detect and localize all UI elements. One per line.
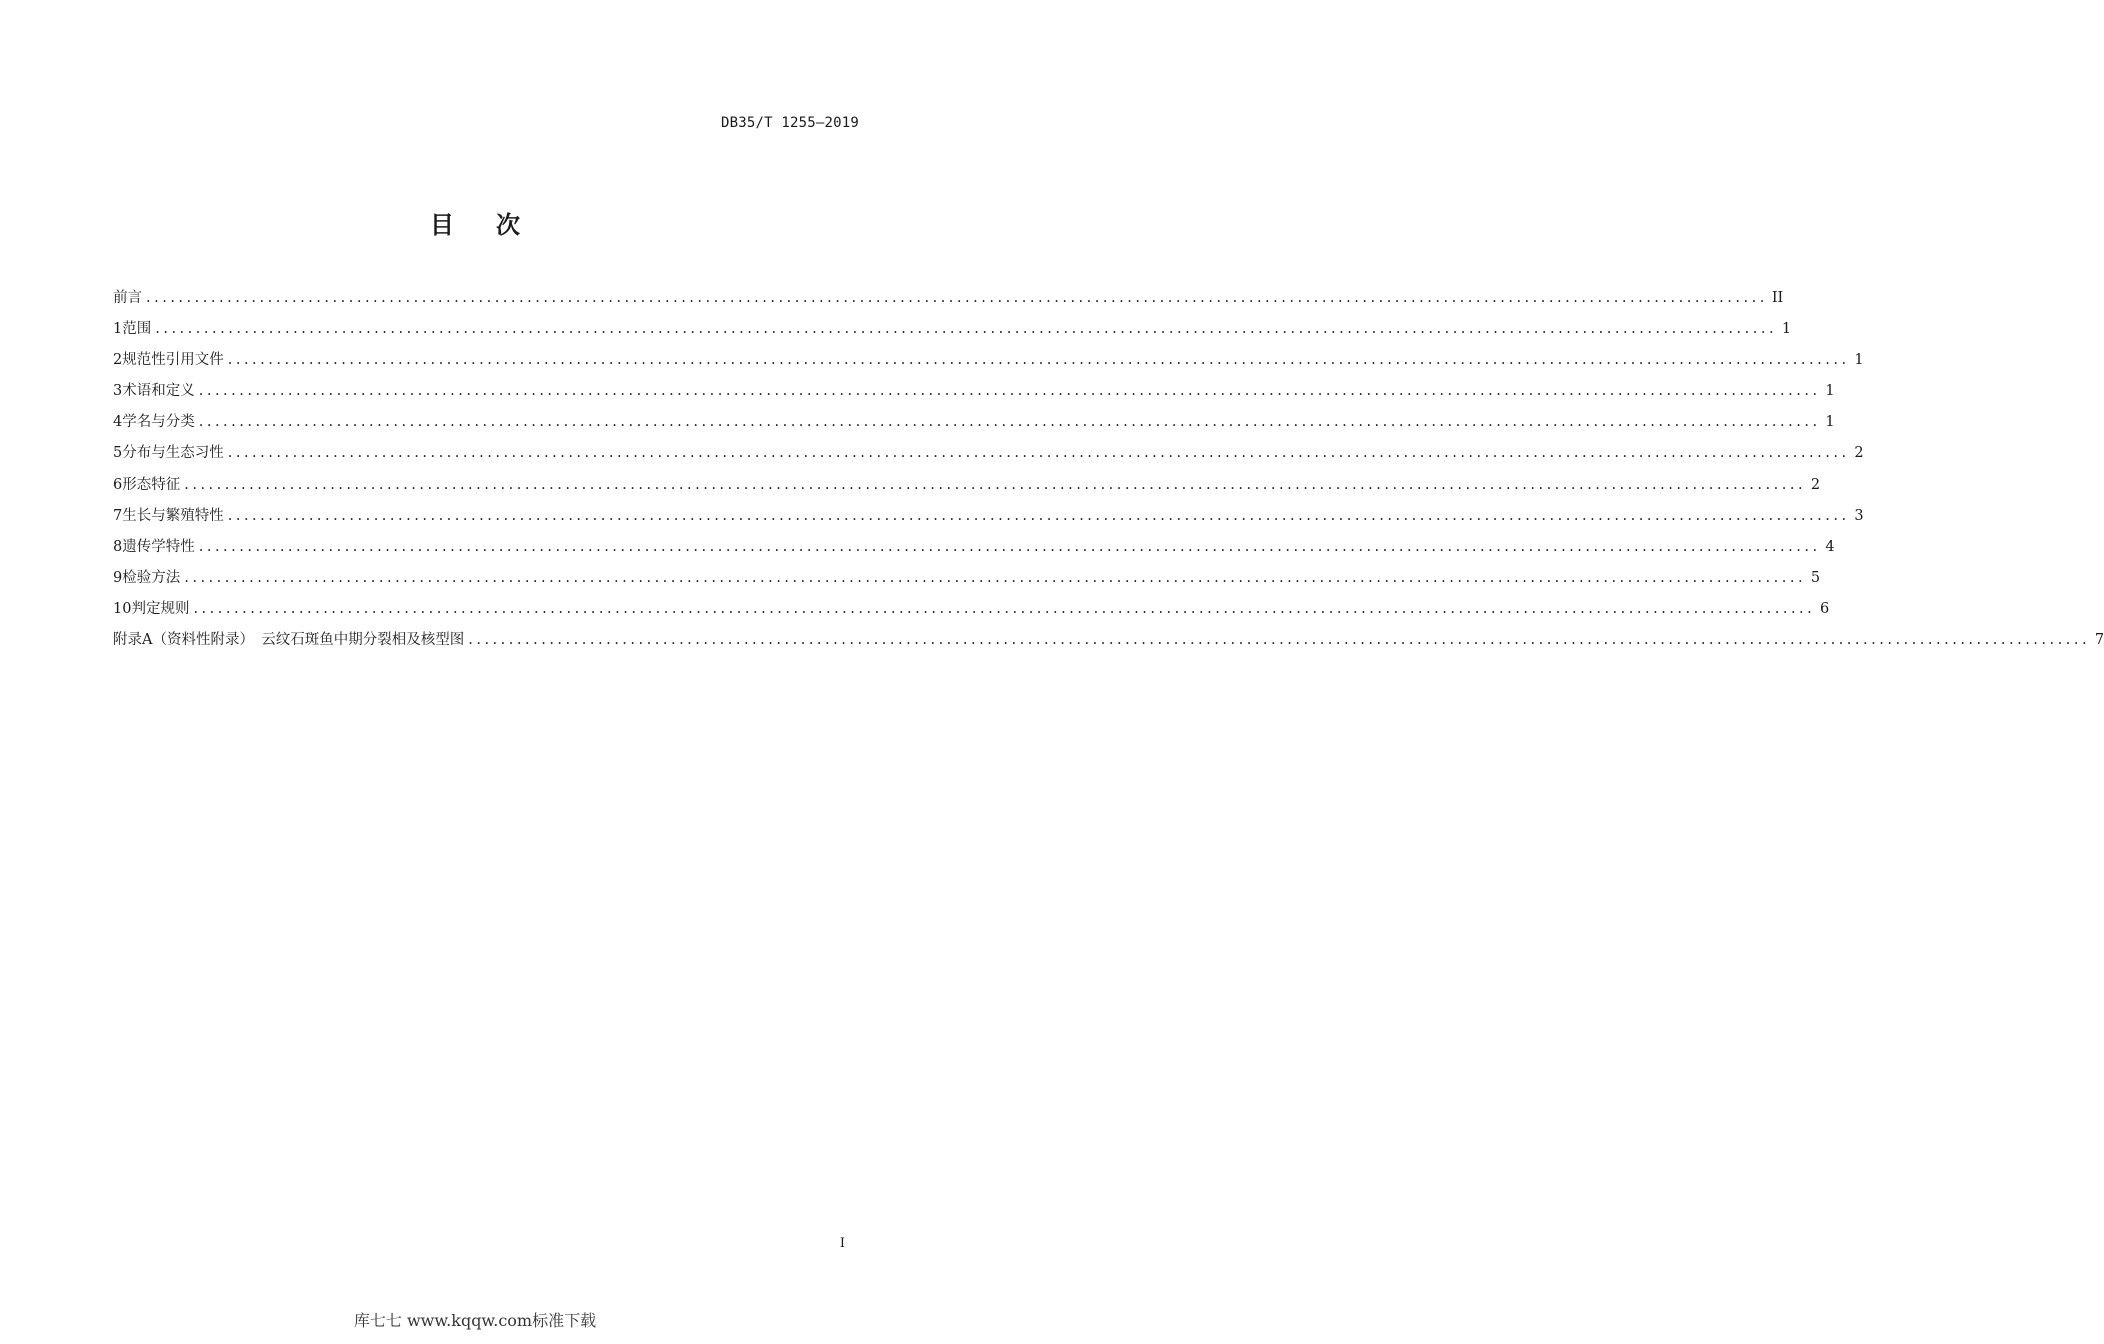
toc-entry-page: 5 [1810,569,1821,586]
toc-dot-leader: ........................................................................................................................................................................................................ [155,321,1778,338]
toc-entry-page: 1 [1825,383,1835,400]
toc-entry-title: 范围 [122,321,152,338]
toc-dot-leader: ........................................................................................................................................................................................................ [198,538,1821,555]
toc-entry[interactable] [113,284,1784,315]
toc-entry[interactable] [113,315,1792,346]
toc-entry-page: 4 [1825,538,1835,555]
toc-entry-page: 1 [1781,321,1792,338]
table-of-contents [113,284,2104,657]
toc-entry-page: 1 [1854,352,1864,369]
toc-entry-title: 学名与分类 [122,414,195,431]
toc-entry-page: 2 [1854,445,1864,462]
toc-entry-title: 分布与生态习性 [122,445,224,462]
toc-entry-number: 4 [113,414,123,431]
toc-entry-title: 形态特征 [122,476,181,493]
toc-entry[interactable] [113,439,1864,470]
toc-entry-page: 7 [2094,632,2104,649]
toc-entry[interactable] [113,471,1821,502]
toc-entry[interactable] [113,626,2104,657]
toc-entry-title: 生长与繁殖特性 [122,507,224,524]
toc-entry-page: 3 [1854,507,1864,524]
toc-dot-leader: ........................................................................................................................................................................................................ [198,414,1821,431]
toc-entry-title: 判定规则 [131,600,190,617]
toc-dot-leader: ........................................................................................................................................................................................................ [198,383,1821,400]
toc-entry-number: 5 [113,445,123,462]
standard-code: DB35/T 1255—2019 [720,115,859,131]
toc-entry-number: 8 [113,538,123,555]
toc-entry[interactable] [113,408,1835,439]
toc-entry-title: 遗传学特性 [122,538,195,555]
toc-entry[interactable] [113,377,1835,408]
toc-entry-title: 术语和定义 [122,383,195,400]
toc-entry-number: 6 [113,476,123,493]
toc-entry-number: 1 [113,321,123,338]
footer-watermark: 库七七 www.kqqw.com标准下载 [353,1311,597,1330]
toc-entry-page: 2 [1810,476,1821,493]
toc-entry-number: 3 [113,383,123,400]
toc-entry-title: 规范性引用文件 [122,352,224,369]
toc-entry[interactable] [113,533,1835,564]
toc-entry-title: 检验方法 [122,569,181,586]
toc-dot-leader: ........................................................................................................................................................................................................ [184,476,1807,493]
toc-entry-title: 附录A（资料性附录） 云纹石斑鱼中期分裂相及核型图 [113,632,465,649]
toc-entry-number: 9 [113,569,123,586]
page-number: I [839,1236,845,1251]
toc-entry[interactable] [113,564,1821,595]
toc-dot-leader: ........................................................................................................................................................................................................ [227,507,1850,524]
toc-dot-leader: ........................................................................................................................................................................................................ [468,632,2091,649]
page-title: 目次 [430,211,562,239]
toc-dot-leader: ........................................................................................................................................................................................................ [227,352,1850,369]
toc-entry-number: 10 [113,600,132,617]
toc-entry[interactable] [113,346,1864,377]
toc-entry[interactable] [113,595,1830,626]
toc-entry-page: 1 [1825,414,1835,431]
toc-dot-leader: ........................................................................................................................................................................................................ [184,569,1807,586]
toc-entry-title: 前言 [113,290,142,306]
toc-dot-leader: ........................................................................................................................................................................................................ [227,445,1850,462]
toc-entry[interactable] [113,502,1864,533]
toc-dot-leader: ........................................................................................................................................................................................................ [146,290,1768,306]
toc-dot-leader: ........................................................................................................................................................................................................ [193,600,1816,617]
toc-entry-page: II [1771,290,1784,306]
toc-entry-number: 7 [113,507,123,524]
toc-entry-number: 2 [113,352,123,369]
toc-entry-page: 6 [1820,600,1830,617]
